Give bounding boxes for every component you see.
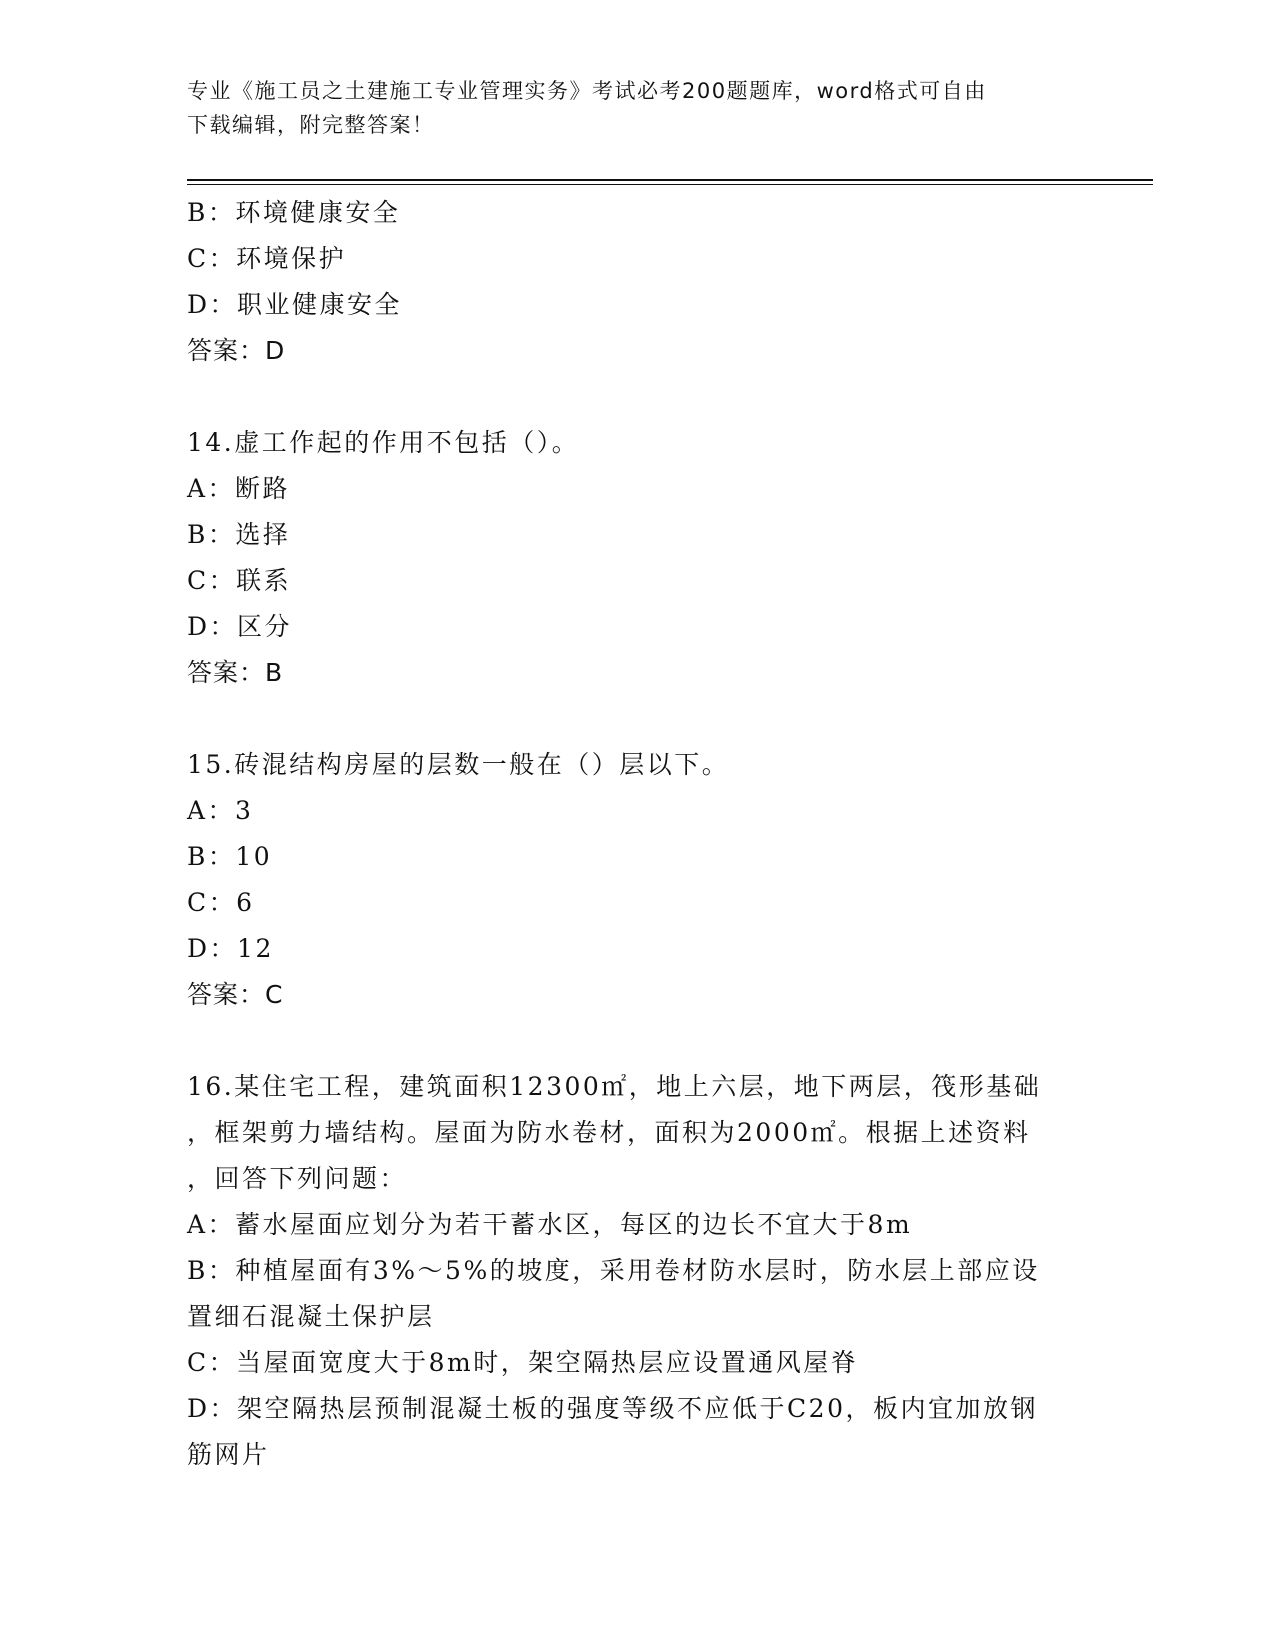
- q16-option-d-line-2: 筋网片: [187, 1440, 270, 1469]
- q16-option-b-line-1: B：种植屋面有3%～5%的坡度，采用卷材防水层时，防水层上部应设: [187, 1256, 1040, 1285]
- q16-option-a: A：蓄水屋面应划分为若干蓄水区，每区的边长不宜大于8m: [187, 1210, 913, 1239]
- document-header: [187, 74, 1087, 142]
- q14-answer: 答案：B: [187, 658, 284, 687]
- q14-option-a: A：断路: [187, 474, 291, 503]
- q15-option-b: B：10: [187, 842, 273, 871]
- header-divider-thin: [187, 184, 1153, 185]
- q15-option-d: D：12: [187, 934, 274, 963]
- q13-answer: 答案：D: [187, 336, 286, 365]
- question-16: [187, 1064, 1087, 1478]
- question-14: [187, 420, 1087, 696]
- q15-option-c: C：6: [187, 888, 255, 917]
- q16-option-d-line-1: D：架空隔热层预制混凝土板的强度等级不应低于C20，板内宜加放钢: [187, 1394, 1038, 1423]
- q16-stem-line-3: ，回答下列问题：: [187, 1164, 408, 1193]
- q13-option-c: C：环境保护: [187, 244, 347, 273]
- q16-option-c: C：当屋面宽度大于8m时，架空隔热层应设置通风屋脊: [187, 1348, 859, 1377]
- q13-option-b: B：环境健康安全: [187, 198, 401, 227]
- header-line-2: 下载编辑，附完整答案！: [187, 113, 435, 137]
- header-divider-thick: [187, 179, 1153, 181]
- q15-answer: 答案：C: [187, 980, 284, 1009]
- spacer: [187, 1018, 1087, 1064]
- header-line-1: 专业《施工员之土建施工专业管理实务》考试必考200题题库，word格式可自由: [187, 79, 987, 103]
- q14-option-d: D：区分: [187, 612, 293, 641]
- spacer: [187, 374, 1087, 420]
- spacer: [187, 696, 1087, 742]
- question-13-tail: [187, 190, 1087, 374]
- q16-option-b-line-2: 置细石混凝土保护层: [187, 1302, 435, 1331]
- q14-option-c: C：联系: [187, 566, 292, 595]
- q14-option-b: B：选择: [187, 520, 291, 549]
- q14-stem: 14.虚工作起的作用不包括（）。: [187, 428, 580, 457]
- q15-stem: 15.砖混结构房屋的层数一般在（）层以下。: [187, 750, 730, 779]
- q16-stem-line-1: 16.某住宅工程，建筑面积12300㎡，地上六层，地下两层，筏形基础: [187, 1072, 1042, 1101]
- q13-option-d: D：职业健康安全: [187, 290, 403, 319]
- q15-option-a: A：3: [187, 796, 254, 825]
- document-body: [187, 190, 1087, 1478]
- q16-stem-line-2: ，框架剪力墙结构。屋面为防水卷材，面积为2000㎡。根据上述资料: [187, 1118, 1031, 1147]
- question-15: [187, 742, 1087, 1018]
